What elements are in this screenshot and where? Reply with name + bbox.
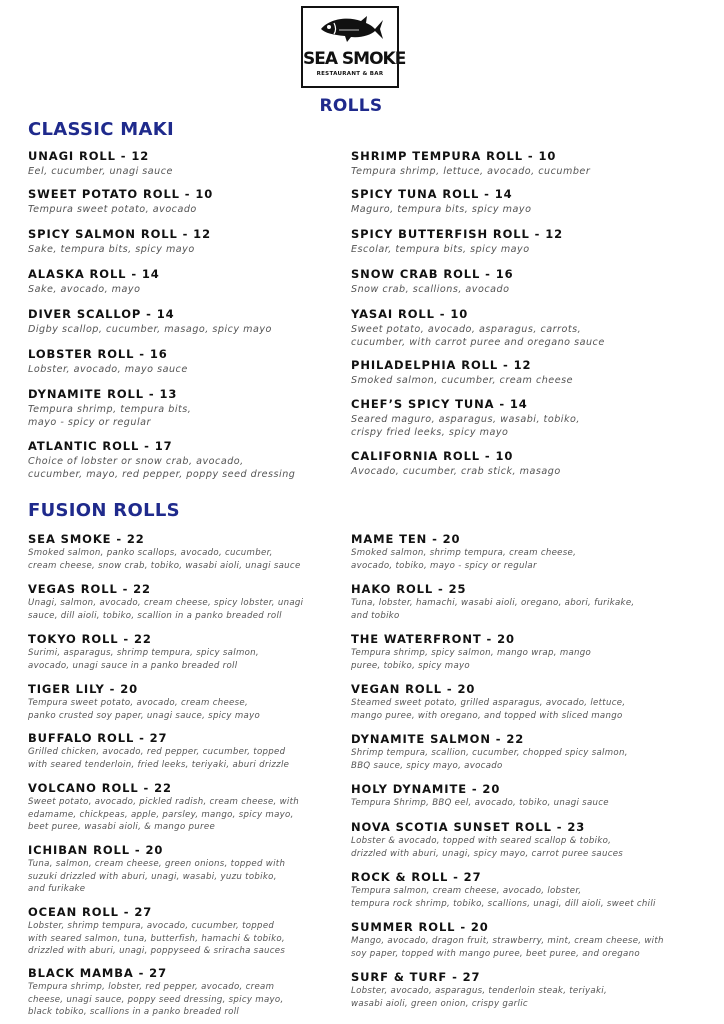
menu-item-name: ATLANTIC ROLL - 17 xyxy=(28,439,173,453)
menu-item xyxy=(351,397,580,439)
menu-item-description: Lobster, avocado, mayo sauce xyxy=(28,364,188,375)
menu-item-name: SPICY TUNA ROLL - 14 xyxy=(351,187,513,201)
tuna-fish-icon xyxy=(317,12,385,46)
menu-item-description: Tuna, salmon, cream cheese, green onions, topped with suzuki drizzled with aburi, unagi, wasabi, yuzu tobiko, and furikake xyxy=(28,859,286,894)
menu-item-description: Tempura shrimp, spicy salmon, mango wrap, mango puree, tobiko, spicy mayo xyxy=(351,648,592,671)
menu-item xyxy=(28,307,272,336)
menu-item-description: Eel, cucumber, unagi sauce xyxy=(28,166,173,177)
menu-item-name: ROCK & ROLL - 27 xyxy=(351,870,482,884)
menu-item-name: CALIFORNIA ROLL - 10 xyxy=(351,449,514,463)
menu-item-description: Choice of lobster or snow crab, avocado, cucumber, mayo, red pepper, poppy seed dressing xyxy=(28,456,296,480)
menu-item xyxy=(351,682,625,722)
menu-item-name: SUMMER ROLL - 20 xyxy=(351,920,489,934)
menu-item-description: Smoked salmon, panko scallops, avocado, cucumber, cream cheese, snow crab, tobiko, wasabi aioli, unagi sauce xyxy=(28,548,301,571)
menu-item-name: SPICY BUTTERFISH ROLL - 12 xyxy=(351,227,564,241)
menu-item-description: Sake, avocado, mayo xyxy=(28,284,141,295)
menu-item-description: Tempura sweet potato, avocado, cream cheese, panko crusted soy paper, unagi sauce, spicy mayo xyxy=(28,698,261,721)
menu-item-name: SURF & TURF - 27 xyxy=(351,970,481,984)
menu-item-name: HAKO ROLL - 25 xyxy=(351,582,467,596)
menu-item xyxy=(351,782,609,810)
menu-item-description: Sweet potato, avocado, asparagus, carrots, cucumber, with carrot puree and oregano sauce xyxy=(351,324,605,348)
menu-item-description: Tempura shrimp, tempura bits, mayo - spicy or regular xyxy=(28,404,192,428)
menu-item xyxy=(28,905,285,958)
menu-item xyxy=(28,387,191,429)
menu-item xyxy=(28,227,211,256)
menu-item-description: Tempura shrimp, lobster, red pepper, avocado, cream cheese, unagi sauce, poppy seed dressing, spicy mayo, black tobiko, scallions in a panko breaded roll xyxy=(28,982,284,1017)
menu-item-name: ICHIBAN ROLL - 20 xyxy=(28,843,164,857)
menu-item-description: Surimi, asparagus, shrimp tempura, spicy salmon, avocado, unagi sauce in a panko breaded roll xyxy=(28,648,259,671)
menu-item xyxy=(28,682,260,722)
menu-item-name: VEGAS ROLL - 22 xyxy=(28,582,151,596)
menu-item-name: BUFFALO ROLL - 27 xyxy=(28,731,168,745)
menu-item-name: PHILADELPHIA ROLL - 12 xyxy=(351,358,532,372)
menu-item-name: THE WATERFRONT - 20 xyxy=(351,632,515,646)
menu-item-description: Grilled chicken, avocado, red pepper, cucumber, topped with seared tenderloin, fried leeks, teriyaki, aburi drizzle xyxy=(28,747,290,770)
menu-item-name: SHRIMP TEMPURA ROLL - 10 xyxy=(351,149,557,163)
menu-item xyxy=(351,532,576,572)
menu-item-description: Smoked salmon, cucumber, cream cheese xyxy=(351,375,574,386)
menu-item-name: HOLY DYNAMITE - 20 xyxy=(351,782,501,796)
menu-item-description: Seared maguro, asparagus, wasabi, tobiko, crispy fried leeks, spicy mayo xyxy=(351,414,580,438)
menu-item xyxy=(351,307,605,349)
menu-item xyxy=(28,632,259,672)
menu-item-name: TIGER LILY - 20 xyxy=(28,682,139,696)
menu-item xyxy=(28,149,173,178)
menu-item-name: BLACK MAMBA - 27 xyxy=(28,966,167,980)
menu-item xyxy=(28,582,303,622)
menu-item xyxy=(351,582,634,622)
menu-item-description: Digby scallop, cucumber, masago, spicy mayo xyxy=(28,324,272,335)
menu-item-name: MAME TEN - 20 xyxy=(351,532,461,546)
menu-item xyxy=(28,532,301,572)
menu-item xyxy=(28,781,299,834)
menu-item-description: Tempura sweet potato, avocado xyxy=(28,204,197,215)
menu-item-description: Smoked salmon, shrimp tempura, cream cheese, avocado, tobiko, mayo - spicy or regular xyxy=(351,548,577,571)
menu-item-description: Mango, avocado, dragon fruit, strawberry, mint, cream cheese, with soy paper, topped with mango puree, beet puree, and oregano xyxy=(351,936,664,959)
menu-item xyxy=(351,820,623,860)
menu-item-name: DIVER SCALLOP - 14 xyxy=(28,307,175,321)
menu-item-name: VEGAN ROLL - 20 xyxy=(351,682,476,696)
menu-item-description: Shrimp tempura, scallion, cucumber, chopped spicy salmon, BBQ sauce, spicy mayo, avocado xyxy=(351,748,628,771)
menu-item-description: Tempura shrimp, lettuce, avocado, cucumber xyxy=(351,166,591,177)
menu-item xyxy=(351,449,561,478)
menu-item-name: DYNAMITE ROLL - 13 xyxy=(28,387,178,401)
menu-item-description: Lobster & avocado, topped with seared scallop & tobiko, drizzled with aburi, unagi, spicy mayo, carrot puree sauces xyxy=(351,836,624,859)
menu-item-name: TOKYO ROLL - 22 xyxy=(28,632,152,646)
menu-item-name: OCEAN ROLL - 27 xyxy=(28,905,153,919)
menu-item xyxy=(351,187,531,216)
menu-item xyxy=(28,267,160,296)
logo-name: SEA SMOKE xyxy=(303,49,406,69)
menu-item-name: SPICY SALMON ROLL - 12 xyxy=(28,227,211,241)
menu-item xyxy=(28,731,289,771)
menu-item-name: VOLCANO ROLL - 22 xyxy=(28,781,172,795)
menu-item xyxy=(28,439,295,481)
page-title: ROLLS xyxy=(319,96,383,116)
section-title-fusion-rolls: FUSION ROLLS xyxy=(28,500,180,521)
menu-item xyxy=(351,227,563,256)
menu-item-name: SEA SMOKE - 22 xyxy=(28,532,145,546)
menu-item xyxy=(351,149,590,178)
menu-item xyxy=(351,870,656,910)
menu-item xyxy=(28,187,213,216)
menu-item xyxy=(351,920,664,960)
menu-item-name: SNOW CRAB ROLL - 16 xyxy=(351,267,514,281)
menu-item-name: DYNAMITE SALMON - 22 xyxy=(351,732,525,746)
menu-item-description: Tuna, lobster, hamachi, wasabi aioli, oregano, abori, furikake, and tobiko xyxy=(351,598,635,621)
menu-item xyxy=(351,267,514,296)
menu-item-description: Tempura salmon, cream cheese, avocado, lobster, tempura rock shrimp, tobiko, scallions, unagi, dill aioli, sweet chili xyxy=(351,886,656,909)
menu-item xyxy=(351,358,573,387)
menu-item xyxy=(28,347,188,376)
menu-item-name: LOBSTER ROLL - 16 xyxy=(28,347,168,361)
menu-item-description: Escolar, tempura bits, spicy mayo xyxy=(351,244,530,255)
menu-item-description: Steamed sweet potato, grilled asparagus, avocado, lettuce, mango puree, with oregano, and topped with sliced mango xyxy=(351,698,626,721)
logo-subtitle: RESTAURANT & BAR xyxy=(316,71,384,77)
menu-item-name: UNAGI ROLL - 12 xyxy=(28,149,150,163)
menu-item xyxy=(351,970,607,1010)
menu-item-name: CHEF’S SPICY TUNA - 14 xyxy=(351,397,528,411)
menu-item-description: Avocado, cucumber, crab stick, masago xyxy=(351,466,561,477)
section-title-classic-maki: CLASSIC MAKI xyxy=(28,119,174,140)
menu-item-description: Unagi, salmon, avocado, cream cheese, spicy lobster, unagi sauce, dill aioli, tobiko, scallion in a panko breaded roll xyxy=(28,598,304,621)
restaurant-logo xyxy=(301,6,406,88)
menu-item-description: Lobster, shrimp tempura, avocado, cucumber, topped with seared salmon, tuna, butterfish, hamachi & tobiko, drizzled with aburi, unagi, poppyseed & sriracha sauces xyxy=(28,921,286,956)
menu-item xyxy=(28,966,284,1019)
menu-item xyxy=(351,732,628,772)
menu-item-name: YASAI ROLL - 10 xyxy=(351,307,469,321)
menu-item xyxy=(351,632,591,672)
menu-item-name: ALASKA ROLL - 14 xyxy=(28,267,160,281)
menu-item-name: SWEET POTATO ROLL - 10 xyxy=(28,187,214,201)
menu-item xyxy=(28,843,285,896)
menu-item-description: Sake, tempura bits, spicy mayo xyxy=(28,244,195,255)
menu-item-description: Snow crab, scallions, avocado xyxy=(351,284,510,295)
menu-item-description: Tempura Shrimp, BBQ eel, avocado, tobiko, unagi sauce xyxy=(351,798,609,808)
menu-item-name: NOVA SCOTIA SUNSET ROLL - 23 xyxy=(351,820,586,834)
menu-item-description: Sweet potato, avocado, pickled radish, cream cheese, with edamame, chickpeas, apple, parsley, mango, spicy mayo, beet puree, wasabi aioli, & mango puree xyxy=(28,797,300,832)
menu-item-description: Maguro, tempura bits, spicy mayo xyxy=(351,204,532,215)
menu-item-description: Lobster, avocado, asparagus, tenderloin steak, teriyaki, wasabi aioli, green onion, crispy garlic xyxy=(351,986,607,1009)
